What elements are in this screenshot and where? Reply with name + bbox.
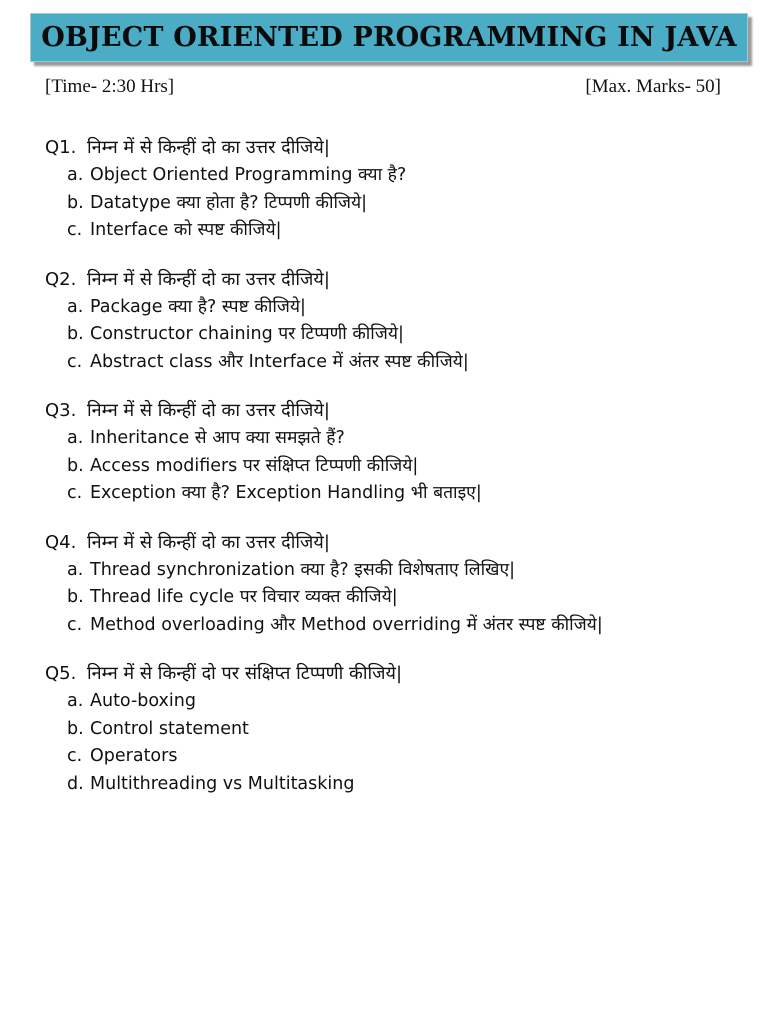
question-heading (45, 266, 745, 294)
question-block (45, 266, 745, 377)
question-option (45, 743, 745, 771)
question-heading (45, 660, 745, 688)
option-text: Package क्या है? स्पष्ट कीजिये| (90, 296, 306, 317)
question-option (45, 612, 745, 640)
option-letter: c. (67, 483, 83, 503)
option-letter: b. (67, 455, 84, 476)
question-block (45, 660, 745, 798)
question-option (45, 217, 745, 245)
question-number: Q4. (45, 531, 77, 553)
question-option (45, 190, 745, 218)
question-number: Q5. (45, 663, 77, 684)
option-letter: a. (67, 296, 84, 317)
option-list (45, 162, 745, 245)
max-marks: [Max. Marks- 50] (585, 76, 721, 97)
exam-meta (45, 76, 721, 98)
question-option (45, 453, 745, 481)
question-option (45, 771, 745, 799)
option-text: Multithreading vs Multitasking (90, 773, 355, 794)
question-option (45, 321, 745, 349)
option-text: Auto-boxing (90, 691, 196, 711)
question-instruction: निम्न में से किन्हीं दो का उत्तर दीजिये| (87, 137, 330, 158)
question-block (45, 397, 745, 508)
option-letter: a. (67, 691, 84, 711)
option-text: Inheritance से आप क्या समझते हैं? (90, 428, 345, 448)
question-option (45, 557, 745, 585)
option-letter: a. (67, 559, 84, 580)
option-list (45, 688, 745, 798)
question-heading (45, 134, 745, 162)
option-letter: b. (67, 324, 84, 344)
option-letter: a. (67, 428, 84, 448)
question-number: Q3. (45, 400, 77, 421)
option-text: Method overloading और Method overriding में अंतर स्पष्ट कीजिये| (90, 614, 603, 635)
question-block (45, 529, 745, 640)
question-block (45, 134, 745, 245)
option-text: Datatype क्या होता है? टिप्पणी कीजिये| (90, 192, 368, 213)
time-duration: [Time- 2:30 Hrs] (45, 76, 175, 97)
page-title: OBJECT ORIENTED PROGRAMMING IN JAVA (41, 22, 737, 53)
question-option (45, 480, 745, 508)
option-text: Control statement (90, 718, 249, 739)
question-heading (45, 397, 745, 425)
question-instruction: निम्न में से किन्हीं दो पर संक्षिप्त टिप्पणी कीजिये| (87, 663, 403, 684)
option-letter: b. (67, 587, 84, 607)
option-letter: d. (67, 773, 84, 794)
option-letter: b. (67, 718, 84, 739)
option-letter: c. (67, 614, 83, 635)
option-letter: c. (67, 220, 83, 240)
option-list (45, 425, 745, 508)
option-text: Interface को स्पष्ट कीजिये| (90, 220, 282, 240)
option-text: Access modifiers पर संक्षिप्त टिप्पणी कीजिये| (90, 455, 419, 476)
question-list (45, 134, 745, 819)
option-text: Exception क्या है? Exception Handling भी बताइए| (90, 483, 482, 503)
question-option (45, 349, 745, 377)
option-text: Object Oriented Programming क्या है? (90, 165, 407, 185)
question-option (45, 162, 745, 190)
question-option (45, 688, 745, 716)
option-letter: c. (67, 351, 83, 372)
question-heading (45, 529, 745, 557)
question-number: Q2. (45, 268, 77, 290)
question-option (45, 425, 745, 453)
question-instruction: निम्न में से किन्हीं दो का उत्तर दीजिये| (87, 531, 330, 553)
question-option (45, 716, 745, 744)
option-text: Abstract class और Interface में अंतर स्पष्ट कीजिये| (90, 351, 469, 372)
option-letter: b. (67, 192, 84, 213)
question-instruction: निम्न में से किन्हीं दो का उत्तर दीजिये| (87, 268, 330, 290)
question-number: Q1. (45, 137, 77, 158)
option-text: Constructor chaining पर टिप्पणी कीजिये| (90, 324, 404, 344)
option-text: Operators (90, 746, 178, 766)
option-letter: c. (67, 746, 83, 766)
question-option (45, 294, 745, 322)
question-instruction: निम्न में से किन्हीं दो का उत्तर दीजिये| (87, 400, 330, 421)
option-list (45, 294, 745, 377)
option-text: Thread synchronization क्या है? इसकी विशेषताए लिखिए| (90, 559, 516, 580)
option-text: Thread life cycle पर विचार व्यक्त कीजिये| (90, 587, 398, 607)
question-option (45, 584, 745, 612)
option-list (45, 557, 745, 640)
option-letter: a. (67, 165, 84, 185)
title-banner (30, 13, 748, 62)
